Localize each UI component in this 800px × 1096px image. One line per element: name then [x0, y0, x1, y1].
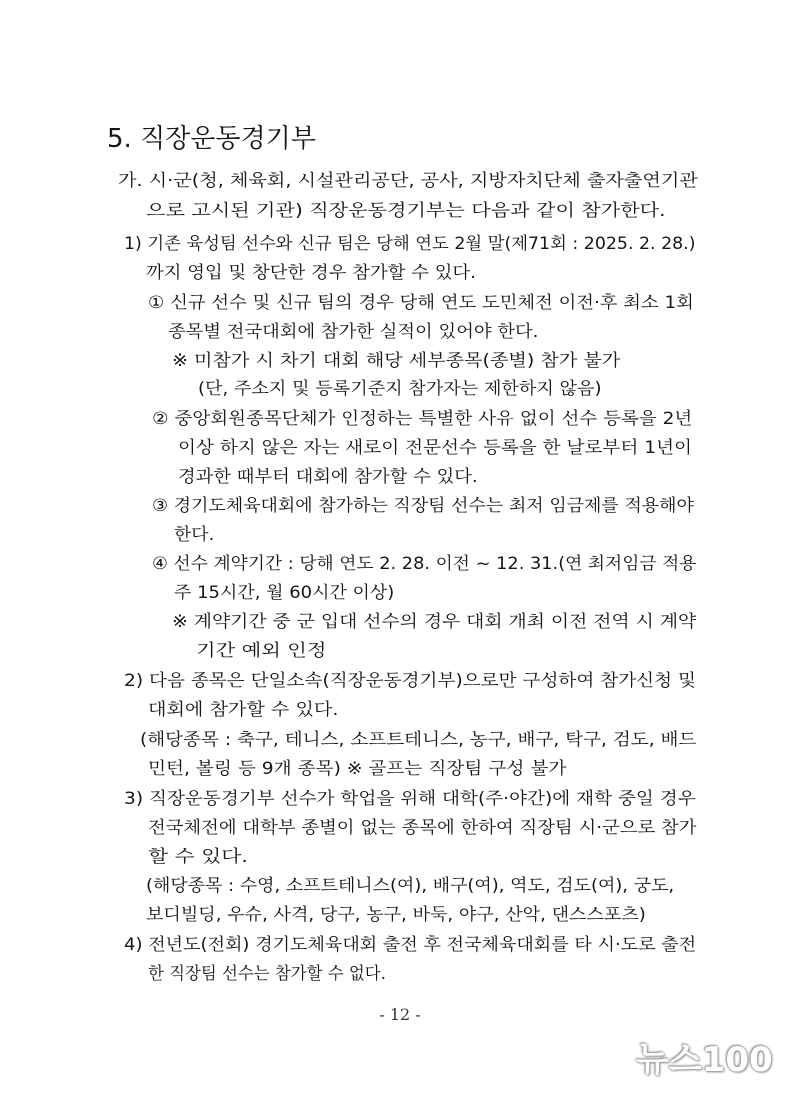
section-title: 5. 직장운동경기부: [107, 124, 316, 154]
text-line: 1) 기존 육성팀 선수와 신규 팀은 당해 연도 2월 말(제71회 : 2025. 2. 28.): [124, 234, 696, 254]
text-line: ④ 선수 계약기간 : 당해 연도 2. 28. 이전 ~ 12. 31.(연 최저임금 적용: [152, 554, 697, 574]
text-line: (단, 주소지 및 등록기준지 참가자는 제한하지 않음): [198, 379, 602, 399]
text-line: 경과한 때부터 대회에 참가할 수 있다.: [178, 467, 478, 487]
text-line: ② 중앙회원종목단체가 인정하는 특별한 사유 없이 선수 등록을 2년: [152, 409, 693, 429]
text-line: 주 15시간, 월 60시간 이상): [174, 583, 395, 603]
text-line: (해당종목 : 수영, 소프트테니스(여), 배구(여), 역도, 검도(여), 궁도,: [146, 876, 675, 896]
text-line: 이상 하지 않은 자는 새로이 전문선수 등록을 한 날로부터 1년이: [178, 438, 692, 458]
text-line: 까지 영입 및 창단한 경우 참가할 수 있다.: [146, 263, 476, 283]
text-line: ③ 경기도체육대회에 참가하는 직장팀 선수는 최저 임금제를 적용해야: [152, 496, 694, 516]
watermark-logo: 뉴스100: [636, 1040, 773, 1080]
text-line: 보디빌딩, 우슈, 사격, 당구, 농구, 바둑, 야구, 산악, 댄스스포츠): [146, 905, 646, 925]
text-line: 한다.: [174, 525, 215, 545]
text-line: 4) 전년도(전회) 경기도체육대회 출전 후 전국체육대회를 타 시·도로 출전: [124, 935, 697, 955]
text-line: 할 수 있다.: [148, 847, 248, 867]
page-number: - 12 -: [379, 1005, 421, 1024]
text-line: 민턴, 볼링 등 9개 종목) ※ 골프는 직장팀 구성 불가: [148, 759, 567, 779]
text-line: 2) 다음 종목은 단일소속(직장운동경기부)으로만 구성하여 참가신청 및: [124, 671, 696, 691]
text-line: 3) 직장운동경기부 선수가 학업을 위해 대학(주·야간)에 재학 중일 경우: [124, 789, 696, 809]
text-line: 대회에 참가할 수 있다.: [148, 700, 339, 720]
text-line: 한 직장팀 선수는 참가할 수 없다.: [148, 964, 386, 984]
text-line: ※ 계약기간 중 군 입대 선수의 경우 대회 개최 이전 전역 시 계약: [172, 612, 697, 632]
text-line: (해당종목 : 축구, 테니스, 소프트테니스, 농구, 배구, 탁구, 검도, 배드: [140, 730, 697, 750]
text-line: 전국체전에 대학부 종별이 없는 종목에 한하여 직장팀 시·군으로 참가: [148, 818, 697, 838]
text-line: 기간 예외 인정: [196, 641, 327, 661]
text-line: 가. 시·군(청, 체육회, 시설관리공단, 공사, 지방자치단체 출자출연기관: [118, 171, 698, 191]
text-line: 종목별 전국대회에 참가한 실적이 있어야 한다.: [168, 322, 539, 342]
text-line: 으로 고시된 기관) 직장운동경기부는 다음과 같이 참가한다.: [146, 201, 666, 221]
text-line: ① 신규 선수 및 신규 팀의 경우 당해 연도 도민체전 이전·후 최소 1회: [148, 293, 694, 313]
text-line: ※ 미참가 시 차기 대회 해당 세부종목(종별) 참가 불가: [172, 351, 621, 371]
